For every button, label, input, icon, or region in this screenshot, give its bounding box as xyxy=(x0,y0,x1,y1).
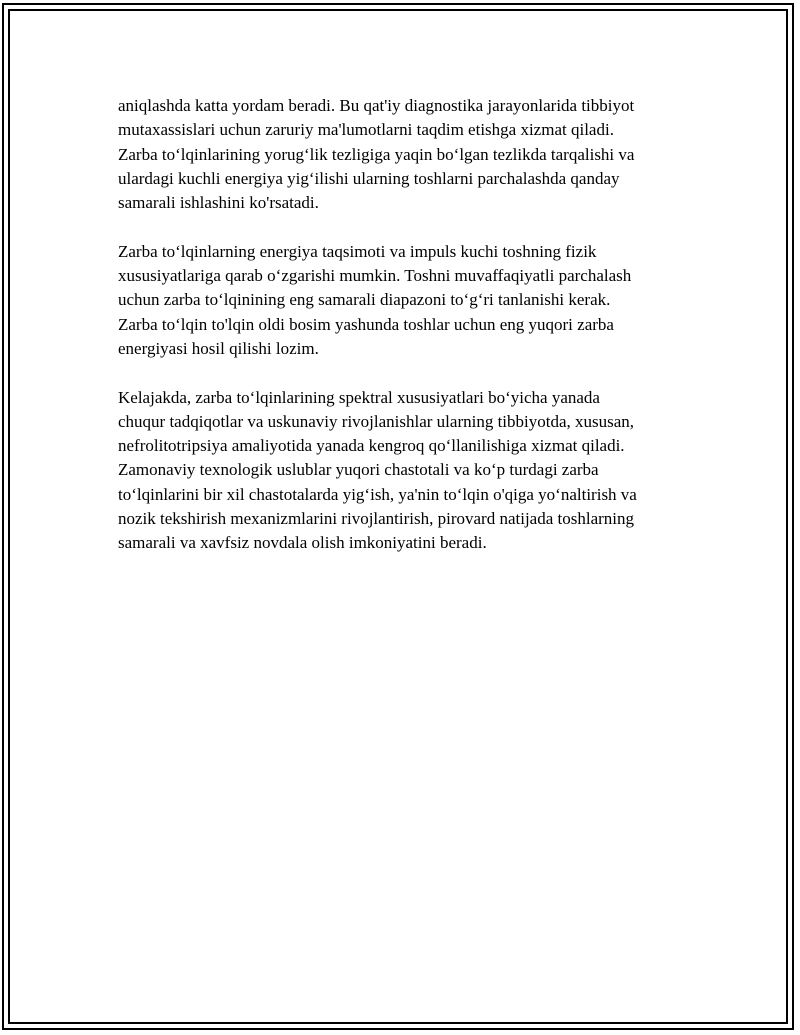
text-line: uchun zarba to‘lqinining eng samarali diapazoni to‘g‘ri tanlanishi kerak. xyxy=(118,290,611,310)
text-line: Zarba to‘lqinlarning energiya taqsimoti va impuls kuchi toshning fizik xyxy=(118,241,597,261)
text-line: samarali va xavfsiz novdala olish imkoniyatini beradi. xyxy=(118,533,487,553)
text-line: energiyasi hosil qilishi lozim. xyxy=(118,338,319,358)
text-line: Kelajakda, zarba to‘lqinlarining spektral xususiyatlari bo‘yicha yanada xyxy=(118,387,600,407)
text-line: mutaxassislari uchun zaruriy ma'lumotlarni taqdim etishga xizmat qiladi. xyxy=(118,120,614,140)
document-body xyxy=(118,94,698,580)
text-line: samarali ishlashini ko'rsatadi. xyxy=(118,193,319,213)
paragraph-2 xyxy=(118,240,698,361)
paragraph-1 xyxy=(118,94,698,215)
text-line: to‘lqinlarini bir xil chastotalarda yig‘ish, ya'nin to‘lqin o'qiga yo‘naltirish va xyxy=(118,484,637,504)
text-line: Zarba to‘lqinlarining yorug‘lik tezligiga yaqin bo‘lgan tezlikda tarqalishi va xyxy=(118,144,635,164)
text-line: Zamonaviy texnologik uslublar yuqori chastotali va ko‘p turdagi zarba xyxy=(118,460,599,480)
paragraph-3 xyxy=(118,386,698,556)
text-line: xususiyatlariga qarab o‘zgarishi mumkin. Toshni muvaffaqiyatli parchalash xyxy=(118,266,632,286)
text-line: nozik tekshirish mexanizmlarini rivojlantirish, pirovard natijada toshlarning xyxy=(118,509,635,529)
text-line: ulardagi kuchli energiya yig‘ilishi ularning toshlarni parchalashda qanday xyxy=(118,168,620,188)
text-line: chuqur tadqiqotlar va uskunaviy rivojlanishlar ularning tibbiyotda, xususan, xyxy=(118,411,635,431)
text-line: aniqlashda katta yordam beradi. Bu qat'iy diagnostika jarayonlarida tibbiyot xyxy=(118,96,635,115)
text-line: nefrolitotripsiya amaliyotida yanada kengroq qo‘llanilishiga xizmat qiladi. xyxy=(118,436,625,456)
text-line: Zarba to‘lqin to'lqin oldi bosim yashunda toshlar uchun eng yuqori zarba xyxy=(118,314,614,334)
